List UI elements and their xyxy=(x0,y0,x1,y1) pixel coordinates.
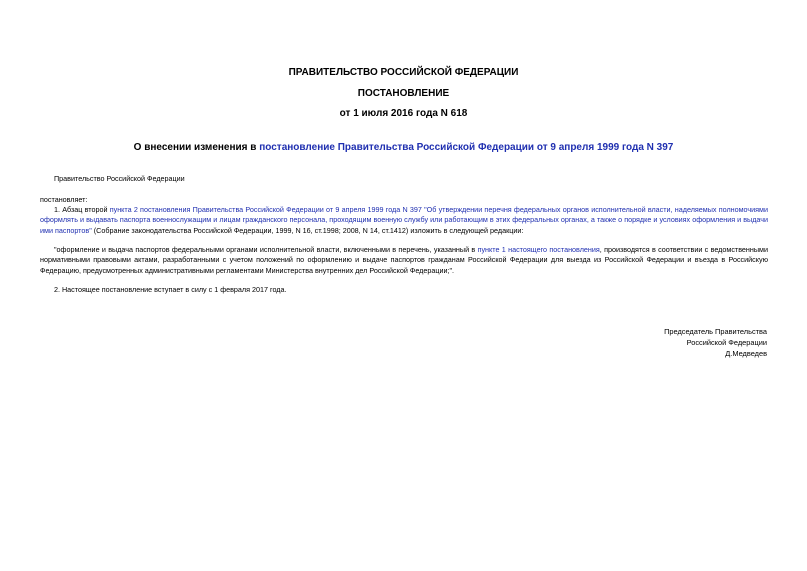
item-2-paragraph: 2. Настоящее постановление вступает в силу с 1 февраля 2017 года. xyxy=(54,285,287,294)
document-title xyxy=(0,142,807,154)
item-1-paragraph xyxy=(40,205,768,236)
quoted-paragraph xyxy=(40,245,768,276)
document-date-number: от 1 июля 2016 года N 618 xyxy=(339,108,468,119)
decides-text: постановляет: xyxy=(40,195,88,204)
signature-name: Д.Медведев xyxy=(725,349,767,358)
signature-block xyxy=(664,326,767,359)
issuer-text: Правительство Российской Федерации xyxy=(54,174,185,183)
document-title-prefix: О внесении изменения в xyxy=(133,142,260,153)
signature-position-line-2: Российской Федерации xyxy=(686,338,767,347)
document-type-heading: ПОСТАНОВЛЕНИЕ xyxy=(357,88,450,99)
signature-position-line-1: Председатель Правительства xyxy=(664,327,767,336)
quoted-prefix: "оформление и выдача паспортов федеральными органами исполнительной власти, включенными в перечень, указанный в xyxy=(54,245,478,254)
quoted-suffix: , производятся в соответствии с ведомственными нормативными правовыми актами, разработанными с учетом положений по оформлению и выдаче паспортов гражданам Российской Федерации для выезда из Российской Федерации и въезда в Российскую Федерацию, предусмотренных административными регламентами Министерства внутренних дел Российской Федерации;". xyxy=(40,245,768,275)
item-1-prefix: 1. Абзац второй xyxy=(54,205,110,214)
resolution-397-item-2-link[interactable]: пункта 2 постановления Правительства Российской Федерации от 9 апреля 1999 года N 397 "Об утверждении перечня федеральных органов исполнительной власти, наделяемых полномочиями оформлять и выдавать паспорта военнослужащим и лицам гражданского персонала, проходящим военную службу или работающим в этих федеральных органах, а также о порядке и условиях оформления и выдачи ими паспортов" xyxy=(40,205,769,235)
government-heading: ПРАВИТЕЛЬСТВО РОССИЙСКОЙ ФЕДЕРАЦИИ xyxy=(288,67,519,78)
amended-resolution-link[interactable]: постановление Правительства Российской Федерации от 9 апреля 1999 года N 397 xyxy=(259,142,674,153)
item-1-reference-link[interactable]: пункте 1 настоящего постановления xyxy=(477,245,600,254)
item-1-suffix: (Собрание законодательства Российской Федерации, 1999, N 16, ст.1998; 2008, N 14, ст.1412) изложить в следующей редакции: xyxy=(91,225,524,235)
